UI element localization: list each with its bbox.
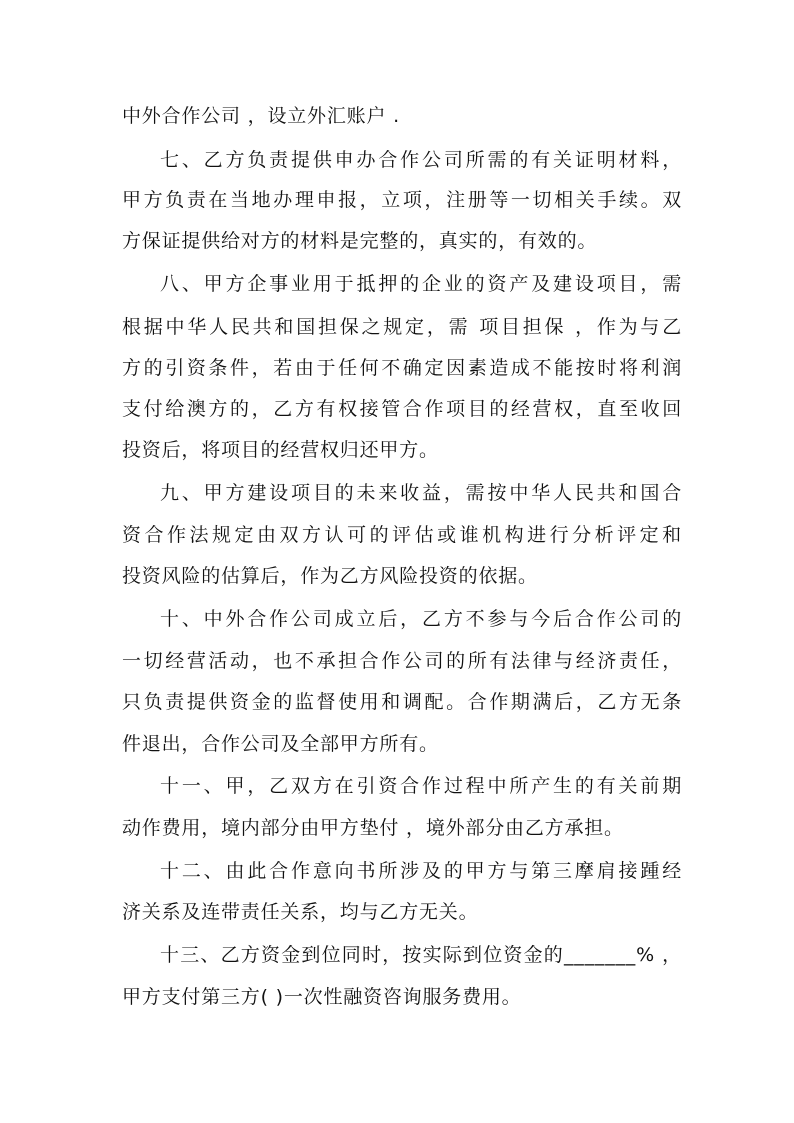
paragraph-line: 八、甲方企事业用于抵押的企业的资产及建设项目，需 <box>160 273 682 295</box>
paragraph-line: 济关系及连带责任关系，均与乙方无关。 <box>122 901 479 923</box>
paragraph-line: 动作费用，境内部分由甲方垫付 ，境外部分由乙方承担。 <box>122 817 624 839</box>
paragraph-line: 只负责提供资金的监督使用和调配。合作期满后，乙方无条 <box>122 691 682 713</box>
paragraph-line: 十二、由此合作意向书所涉及的甲方与第三摩肩接踵经 <box>160 860 682 882</box>
paragraph-line: 甲方负责在当地办理申报，立项，注册等一切相关手续。双 <box>122 189 682 211</box>
paragraph-line: 九、甲方建设项目的未来收益，需按中华人民共和国合 <box>160 482 682 504</box>
paragraph-line: 中外合作公司 ，设立外汇账户 . <box>122 105 400 127</box>
paragraph-line: 十三、乙方资金到位同时，按实际到位资金的_______% ， <box>160 944 682 966</box>
paragraph-line: 甲方支付第三方( )一次性融资咨询服务费用。 <box>122 986 522 1008</box>
paragraph-line: 十一、甲，乙双方在引资合作过程中所产生的有关前期 <box>160 775 682 797</box>
paragraph-line: 一切经营活动，也不承担合作公司的所有法律与经济责任， <box>122 650 682 672</box>
paragraph-line: 件退出，合作公司及全部甲方所有。 <box>122 733 439 755</box>
paragraph-line: 方保证提供给对方的材料是完整的，真实的，有效的。 <box>122 230 598 252</box>
paragraph-line: 投资风险的估算后，作为乙方风险投资的依据。 <box>122 565 538 587</box>
paragraph-line: 十、中外合作公司成立后，乙方不参与今后合作公司的 <box>160 608 682 630</box>
paragraph-line: 七、乙方负责提供申办合作公司所需的有关证明材料， <box>160 149 682 171</box>
paragraph-line: 根据中华人民共和国担保之规定，需 项目担保 ，作为与乙 <box>122 316 682 338</box>
paragraph-line: 投资后，将项目的经营权归还甲方。 <box>122 439 439 461</box>
paragraph-line: 资合作法规定由双方认可的评估或谁机构进行分析评定和 <box>122 524 682 546</box>
paragraph-line: 方的引资条件，若由于任何不确定因素造成不能按时将利润 <box>122 357 682 379</box>
paragraph-line: 支付给澳方的，乙方有权接管合作项目的经营权，直至收回 <box>122 398 682 420</box>
